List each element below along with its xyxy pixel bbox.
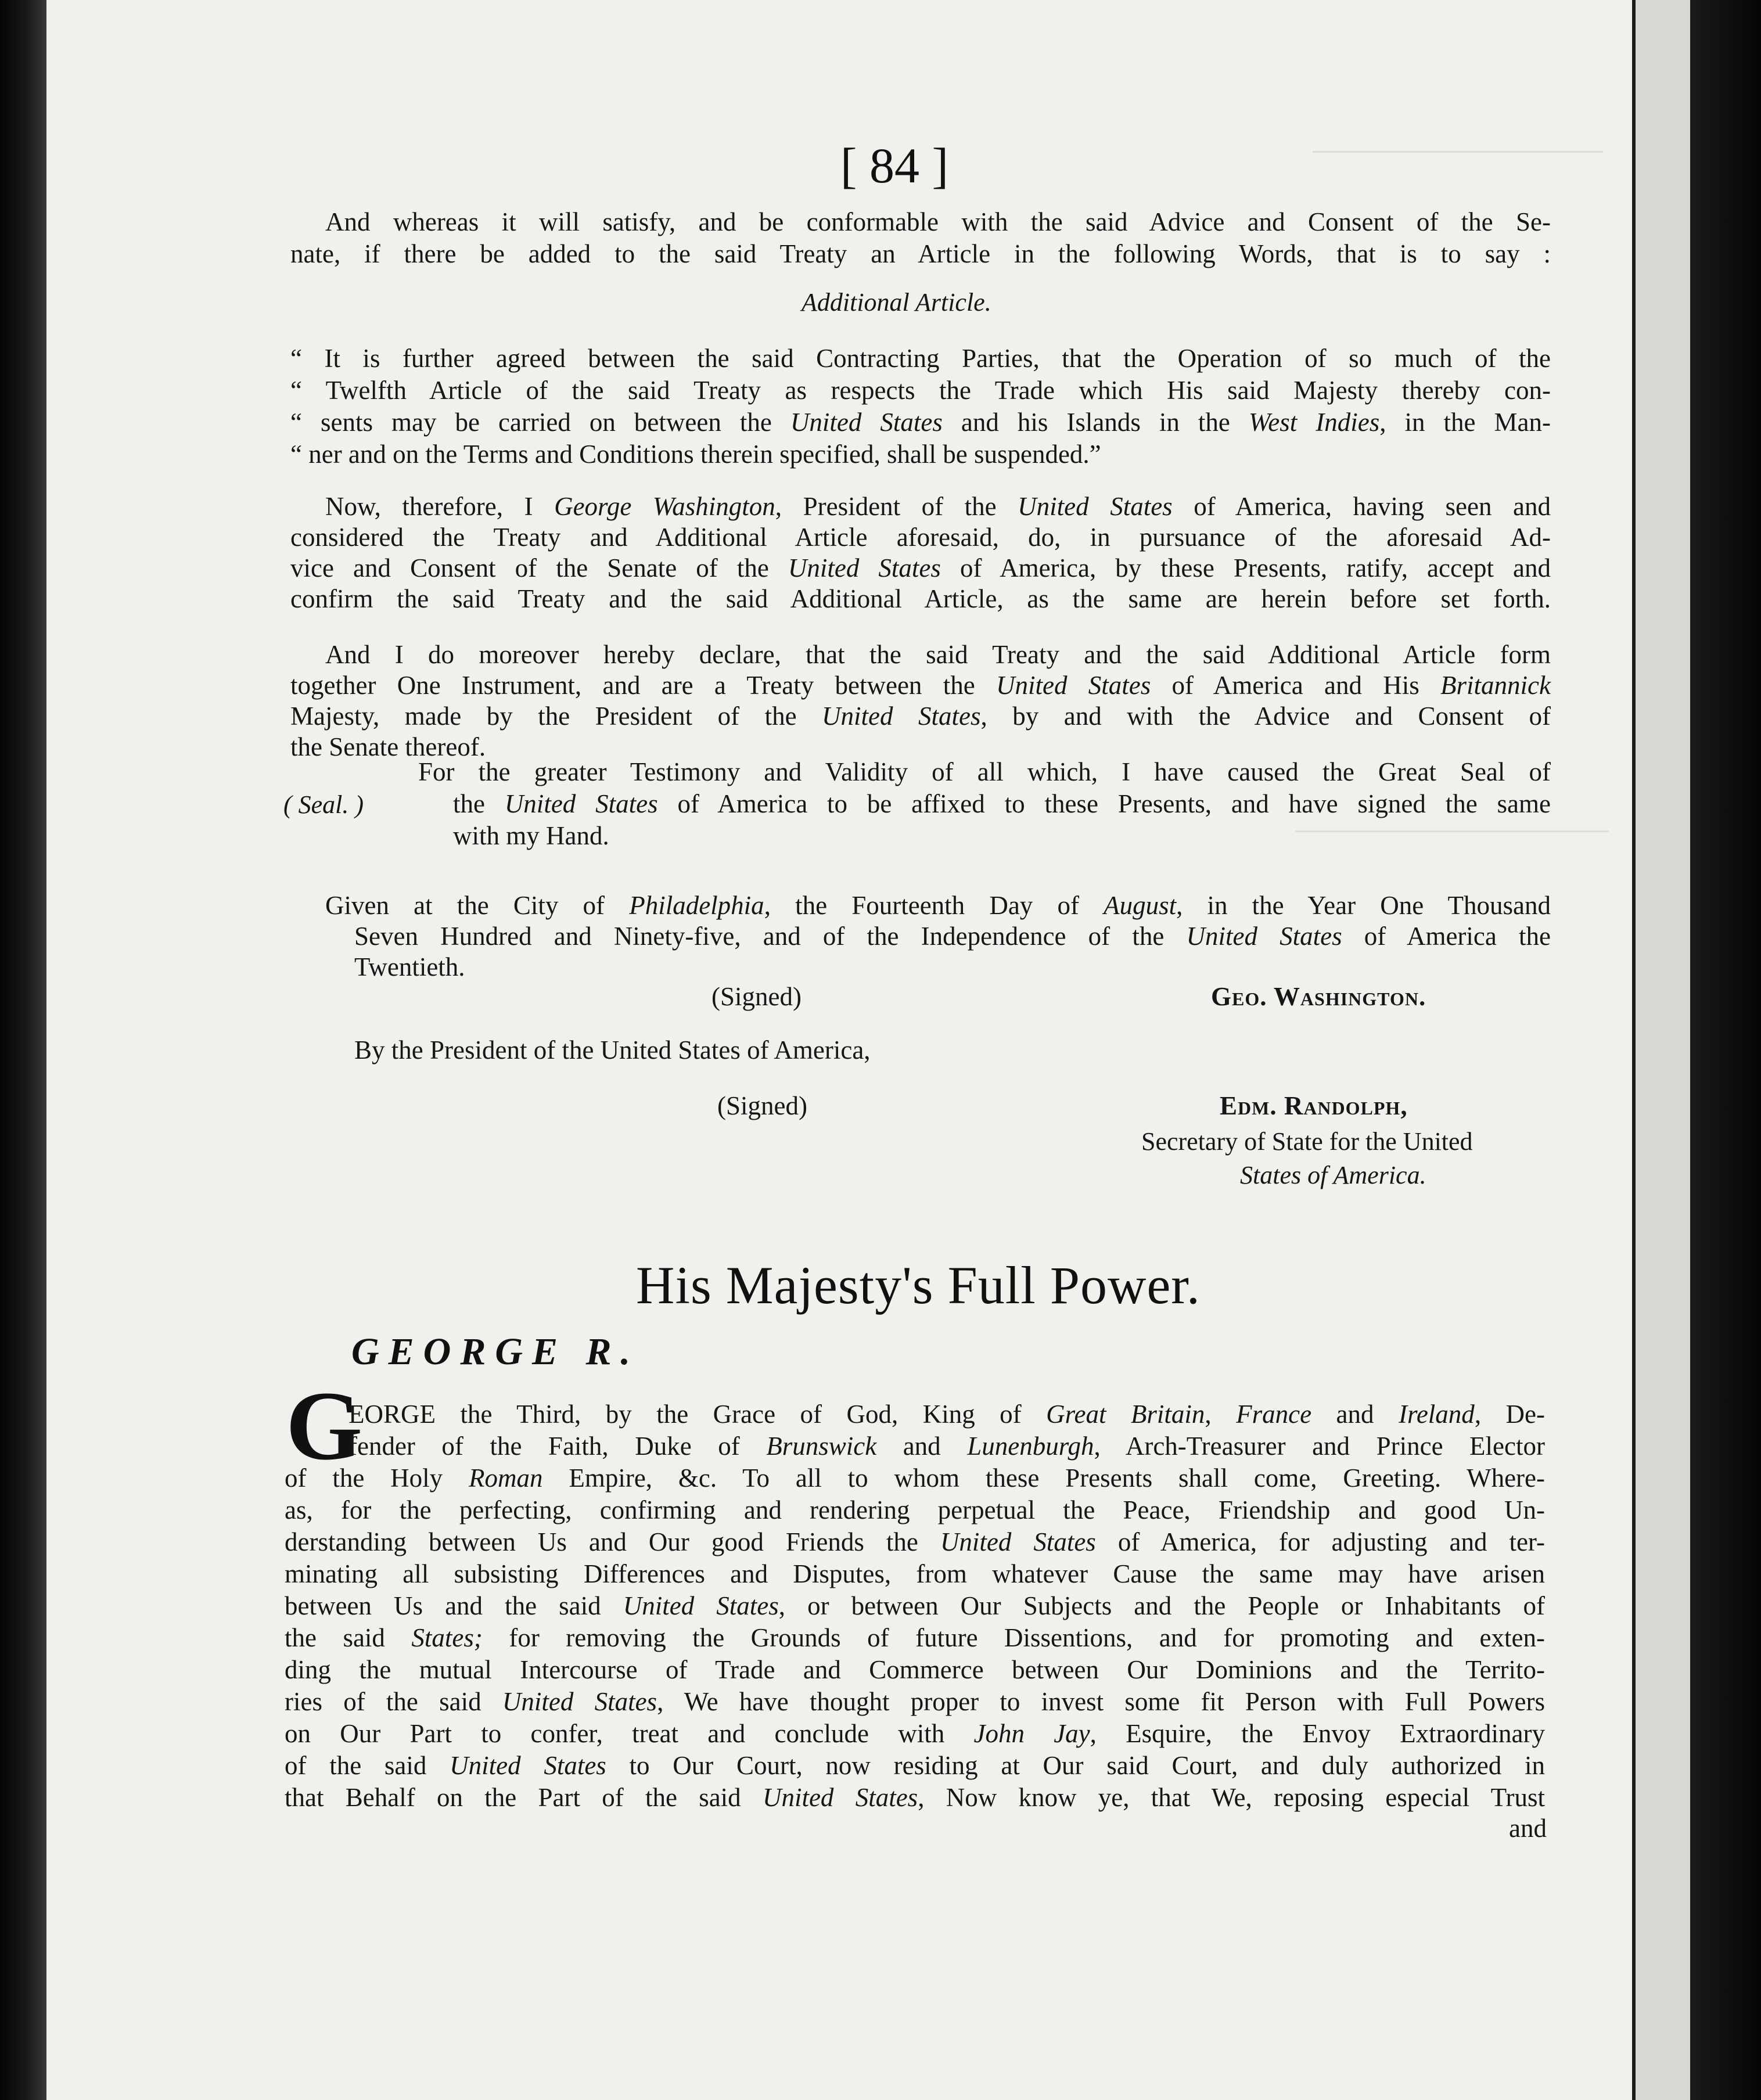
george-r-title: GEORGE R. bbox=[351, 1331, 640, 1373]
by-president-line: By the President of the United States of America, bbox=[354, 1035, 871, 1065]
text-line: considered the Treaty and Additional Article aforesaid, do, in pursuance of the aforesaid Ad- bbox=[290, 523, 1551, 552]
section-heading: His Majesty's Full Power. bbox=[636, 1256, 1201, 1315]
text-line: between Us and the said United States, or between Our Subjects and the People or Inhabitants of bbox=[285, 1591, 1545, 1620]
text-line: ding the mutual Intercourse of Trade and Commerce between Our Dominions and the Territo- bbox=[285, 1655, 1545, 1684]
signatory-washington: Geo. Washington. bbox=[1211, 982, 1426, 1011]
text-line: Seven Hundred and Ninety-five, and of the Independence of the United States of America the bbox=[354, 922, 1551, 951]
facing-page-edge bbox=[1636, 0, 1690, 2100]
text-line: nate, if there be added to the said Treaty an Article in the following Words, that is to say : bbox=[290, 239, 1551, 268]
book-spine-left bbox=[0, 0, 46, 2100]
signed-label: (Signed) bbox=[711, 982, 802, 1011]
quote-line: “ ner and on the Terms and Conditions therein specified, shall be suspended.” bbox=[290, 440, 1101, 469]
text-line: that Behalf on the Part of the said United States, Now know ye, that We, reposing especial Trust bbox=[285, 1783, 1545, 1812]
text-line: Majesty, made by the President of the United States, by and with the Advice and Consent of bbox=[290, 702, 1551, 731]
drop-cap: G bbox=[286, 1371, 363, 1480]
text-line: of the Holy Roman Empire, &c. To all to whom these Presents shall come, Greeting. Where- bbox=[285, 1463, 1545, 1493]
text-line: the United States of America to be affixed to these Presents, and have signed the same bbox=[453, 789, 1551, 818]
text-line: vice and Consent of the Senate of the United States of America, by these Presents, ratify, accept and bbox=[290, 553, 1551, 582]
quote-line: “ Twelfth Article of the said Treaty as respects the Trade which His said Majesty thereby con- bbox=[290, 376, 1551, 405]
signatory-randolph: Edm. Randolph, bbox=[1220, 1091, 1408, 1120]
show-through-mark bbox=[1313, 151, 1603, 153]
text-line: the said States; for removing the Grounds of future Dissentions, and for promoting and exten- bbox=[285, 1623, 1545, 1652]
text-line: For the greater Testimony and Validity of all which, I have caused the Great Seal of bbox=[418, 757, 1551, 786]
signatory-title: Secretary of State for the United bbox=[1141, 1127, 1473, 1156]
text-line: And whereas it will satisfy, and be conformable with the said Advice and Consent of the Se- bbox=[325, 207, 1551, 236]
book-edge-right bbox=[1690, 0, 1761, 2100]
text-line: as, for the perfecting, confirming and rendering perpetual the Peace, Friendship and good Un- bbox=[285, 1495, 1545, 1524]
text-line: derstanding between Us and Our good Friends the United States of America, for adjusting and ter- bbox=[285, 1527, 1545, 1556]
text-line: And I do moreover hereby declare, that the said Treaty and the said Additional Article form bbox=[325, 640, 1551, 669]
text-line: Given at the City of Philadelphia, the Fourteenth Day of August, in the Year One Thousand bbox=[325, 891, 1551, 920]
signed-label: (Signed) bbox=[717, 1091, 807, 1120]
text-line: with my Hand. bbox=[453, 821, 609, 850]
text-line: EORGE the Third, by the Grace of God, King of Great Britain, France and Ireland, De- bbox=[348, 1400, 1545, 1429]
seal-label: ( Seal. ) bbox=[283, 790, 364, 819]
text-line: the Senate thereof. bbox=[290, 732, 486, 761]
text-line: on Our Part to confer, treat and conclude with John Jay, Esquire, the Envoy Extraordinary bbox=[285, 1719, 1545, 1748]
text-line: together One Instrument, and are a Treaty between the United States of America and His Britannick bbox=[290, 671, 1551, 700]
catchword: and bbox=[1509, 1814, 1547, 1843]
text-line: of the said United States to Our Court, now residing at Our said Court, and duly authorized in bbox=[285, 1751, 1545, 1780]
signatory-title: States of America. bbox=[1240, 1161, 1426, 1189]
text-line: minating all subsisting Differences and Disputes, from whatever Cause the same may have arisen bbox=[285, 1559, 1545, 1588]
additional-article-title: Additional Article. bbox=[802, 288, 991, 317]
quote-line: “ sents may be carried on between the United States and his Islands in the West Indies, in the Man- bbox=[290, 408, 1551, 437]
text-line: Now, therefore, I George Washington, President of the United States of America, having seen and bbox=[325, 492, 1551, 521]
text-line: Twentieth. bbox=[354, 952, 465, 981]
text-line: ries of the said United States, We have thought proper to invest some fit Person with Full Powers bbox=[285, 1687, 1546, 1716]
quote-line: “ It is further agreed between the said Contracting Parties, that the Operation of so much of the bbox=[290, 344, 1551, 373]
text-line: confirm the said Treaty and the said Additional Article, as the same are herein before set forth. bbox=[290, 584, 1551, 613]
text-line: fender of the Faith, Duke of Brunswick and Lunenburgh, Arch-Treasurer and Prince Elector bbox=[348, 1432, 1545, 1461]
page-number: [ 84 ] bbox=[840, 138, 949, 193]
